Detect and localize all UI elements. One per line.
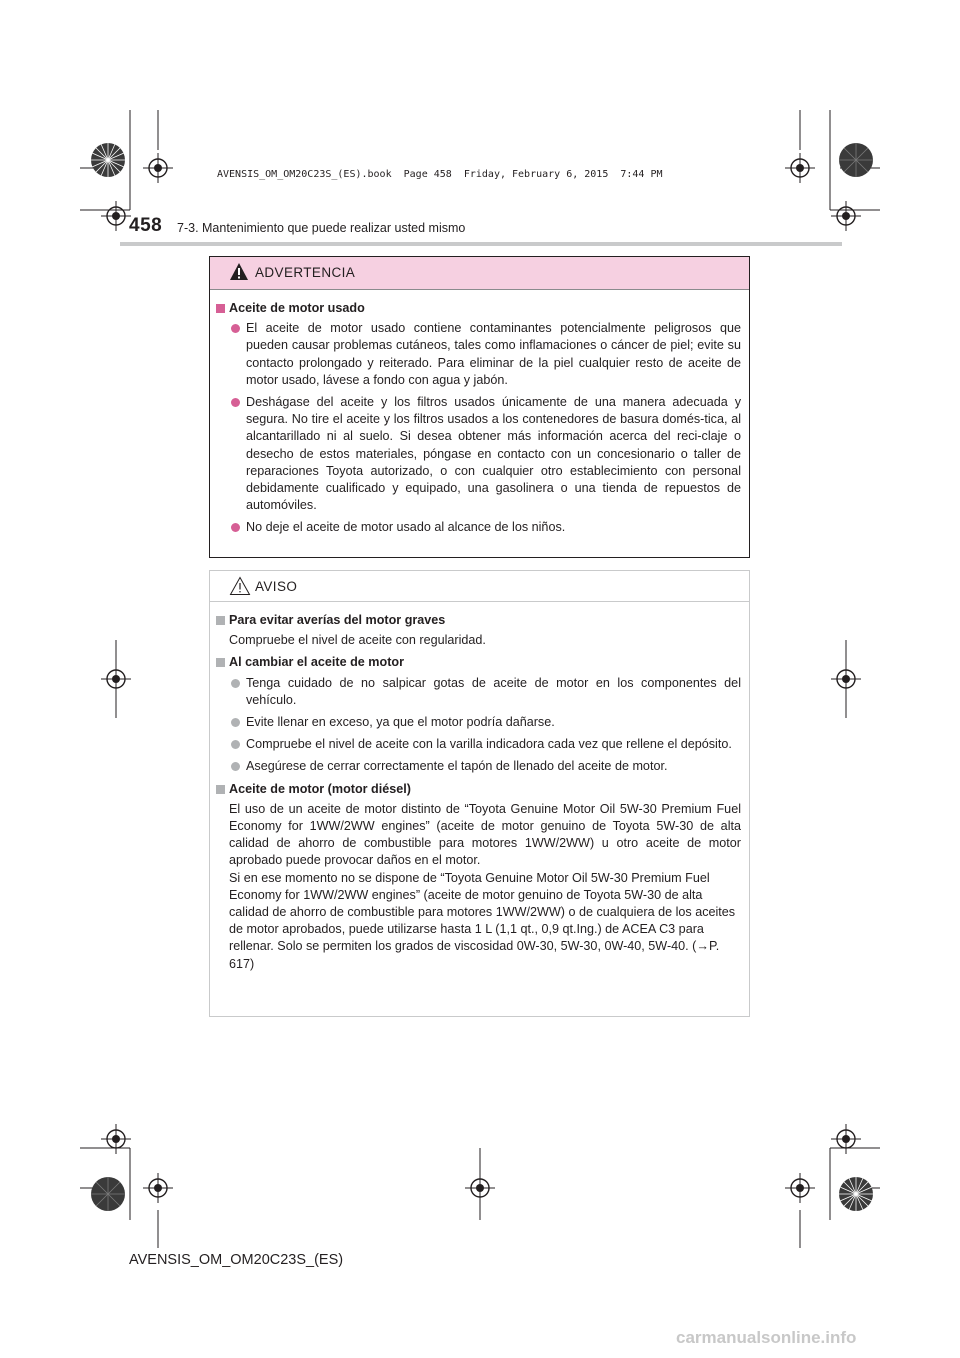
registration-target-icon	[143, 1173, 173, 1203]
warning-section-title: Aceite de motor usado	[216, 300, 741, 317]
registration-target-icon	[143, 153, 173, 183]
notice-body	[210, 602, 749, 973]
round-bullet-icon	[231, 762, 240, 771]
list-item: Compruebe el nivel de aceite con la varilla indicadora cada vez que rellene el depósito.	[216, 736, 741, 753]
list-item: No deje el aceite de motor usado al alcance de los niños.	[216, 519, 741, 536]
round-bullet-icon	[231, 740, 240, 749]
notice-paragraph: El uso de un aceite de motor distinto de “Toyota Genuine Motor Oil 5W-30 Premium Fuel Economy for 1WW/2WW engines” (aceite de motor genuino de Toyota 5W-30 de alta calidad de ahorro de combustible para motores 1WW/2WW) u otro aceite de motor aprobado puede provocar daños en el motor.	[229, 801, 741, 868]
square-bullet-icon	[216, 658, 225, 667]
notice-section-title: Al cambiar el aceite de motor	[216, 654, 741, 671]
round-bullet-icon	[231, 718, 240, 727]
starburst-mark-icon	[90, 1176, 126, 1212]
starburst-mark-icon	[838, 1176, 874, 1212]
registration-target-icon	[785, 1173, 815, 1203]
warning-body	[210, 290, 749, 537]
square-bullet-icon	[216, 304, 225, 313]
registration-target-icon	[831, 1124, 861, 1154]
section-title: 7-3. Mantenimiento que puede realizar usted mismo	[177, 221, 466, 235]
footer-code: AVENSIS_OM_OM20C23S_(ES)	[129, 1252, 344, 1268]
registration-target-icon	[831, 664, 861, 694]
page-reference-link[interactable]: P. 617)	[229, 939, 720, 971]
notice-box	[209, 570, 750, 1017]
registration-target-icon	[101, 1124, 131, 1154]
round-bullet-icon	[231, 398, 240, 407]
notice-section-title: Aceite de motor (motor diésel)	[216, 781, 741, 798]
page-number: 458	[129, 215, 163, 236]
book-stamp: AVENSIS_OM_OM20C23S_(ES).book Page 458 Friday, February 6, 2015 7:44 PM	[217, 169, 663, 180]
notice-paragraph: Si en ese momento no se dispone de “Toyota Genuine Motor Oil 5W-30 Premium Fuel Economy for 1WW/2WW engines” (aceite de motor genuino de Toyota 5W-30 de alta calidad de ahorro de combustible para motores 1WW/2WW) o de cualquiera de los aceites de motor aprobados, puede utilizarse hasta 1 L (1,1 qt., 0,9 qt.Ing.) de ACEA C3 para rellenar. Solo se permiten los grados de viscosidad 0W-30, 5W-30, 0W-40, 5W-40. (→P. 617)	[229, 870, 736, 971]
round-bullet-icon	[231, 523, 240, 532]
notice-section-title: Para evitar averías del motor graves	[216, 612, 741, 629]
header-rule	[120, 242, 842, 246]
registration-target-icon	[785, 153, 815, 183]
square-bullet-icon	[216, 785, 225, 794]
list-item: Asegúrese de cerrar correctamente el tapón de llenado del aceite de motor.	[216, 758, 741, 775]
square-bullet-icon	[216, 616, 225, 625]
list-item: Tenga cuidado de no salpicar gotas de aceite de motor en los componentes del vehículo.	[216, 675, 741, 709]
registration-target-icon	[831, 201, 861, 231]
notice-header	[210, 571, 749, 602]
starburst-mark-icon	[90, 142, 126, 178]
list-item: El aceite de motor usado contiene contaminantes potencialmente peligrosos que pueden causar problemas cutáneos, tales como inflamaciones o cáncer de piel; evite su contacto prolongado y reiterado. Para eliminar de la piel cualquier resto de aceite de motor usado, lávese a fondo con agua y jabón.	[216, 320, 741, 389]
registration-target-icon	[465, 1173, 495, 1203]
round-bullet-icon	[231, 679, 240, 688]
registration-target-icon	[101, 664, 131, 694]
round-bullet-icon	[231, 324, 240, 333]
list-item: Deshágase del aceite y los filtros usados únicamente de una manera adecuada y segura. No tire el aceite y los filtros usados a los contenedores de basura domés-tica, al alcantarillado ni al suelo. Si desea obtener más información acerca del reci-claje o desecho de estos materiales, póngase en contacto con un concesionario o taller de reparaciones Toyota autorizado, o con cualquier otro establecimiento con personal debidamente cualificado y equipado, una gasolinera o una tienda de repuestos de automóviles.	[216, 394, 741, 514]
warning-box	[209, 256, 750, 558]
notice-paragraph: Compruebe el nivel de aceite con regularidad.	[229, 633, 486, 648]
warning-header	[210, 257, 749, 290]
warning-triangle-icon	[229, 262, 249, 281]
registration-target-icon	[101, 201, 131, 231]
warning-label: ADVERTENCIA	[255, 265, 356, 280]
watermark: carmanualsonline.info	[676, 1328, 857, 1347]
caution-triangle-icon	[229, 576, 251, 596]
starburst-mark-icon	[838, 142, 874, 178]
arrow-icon: →	[696, 939, 709, 954]
notice-label: AVISO	[255, 579, 298, 594]
list-item: Evite llenar en exceso, ya que el motor podría dañarse.	[216, 714, 741, 731]
